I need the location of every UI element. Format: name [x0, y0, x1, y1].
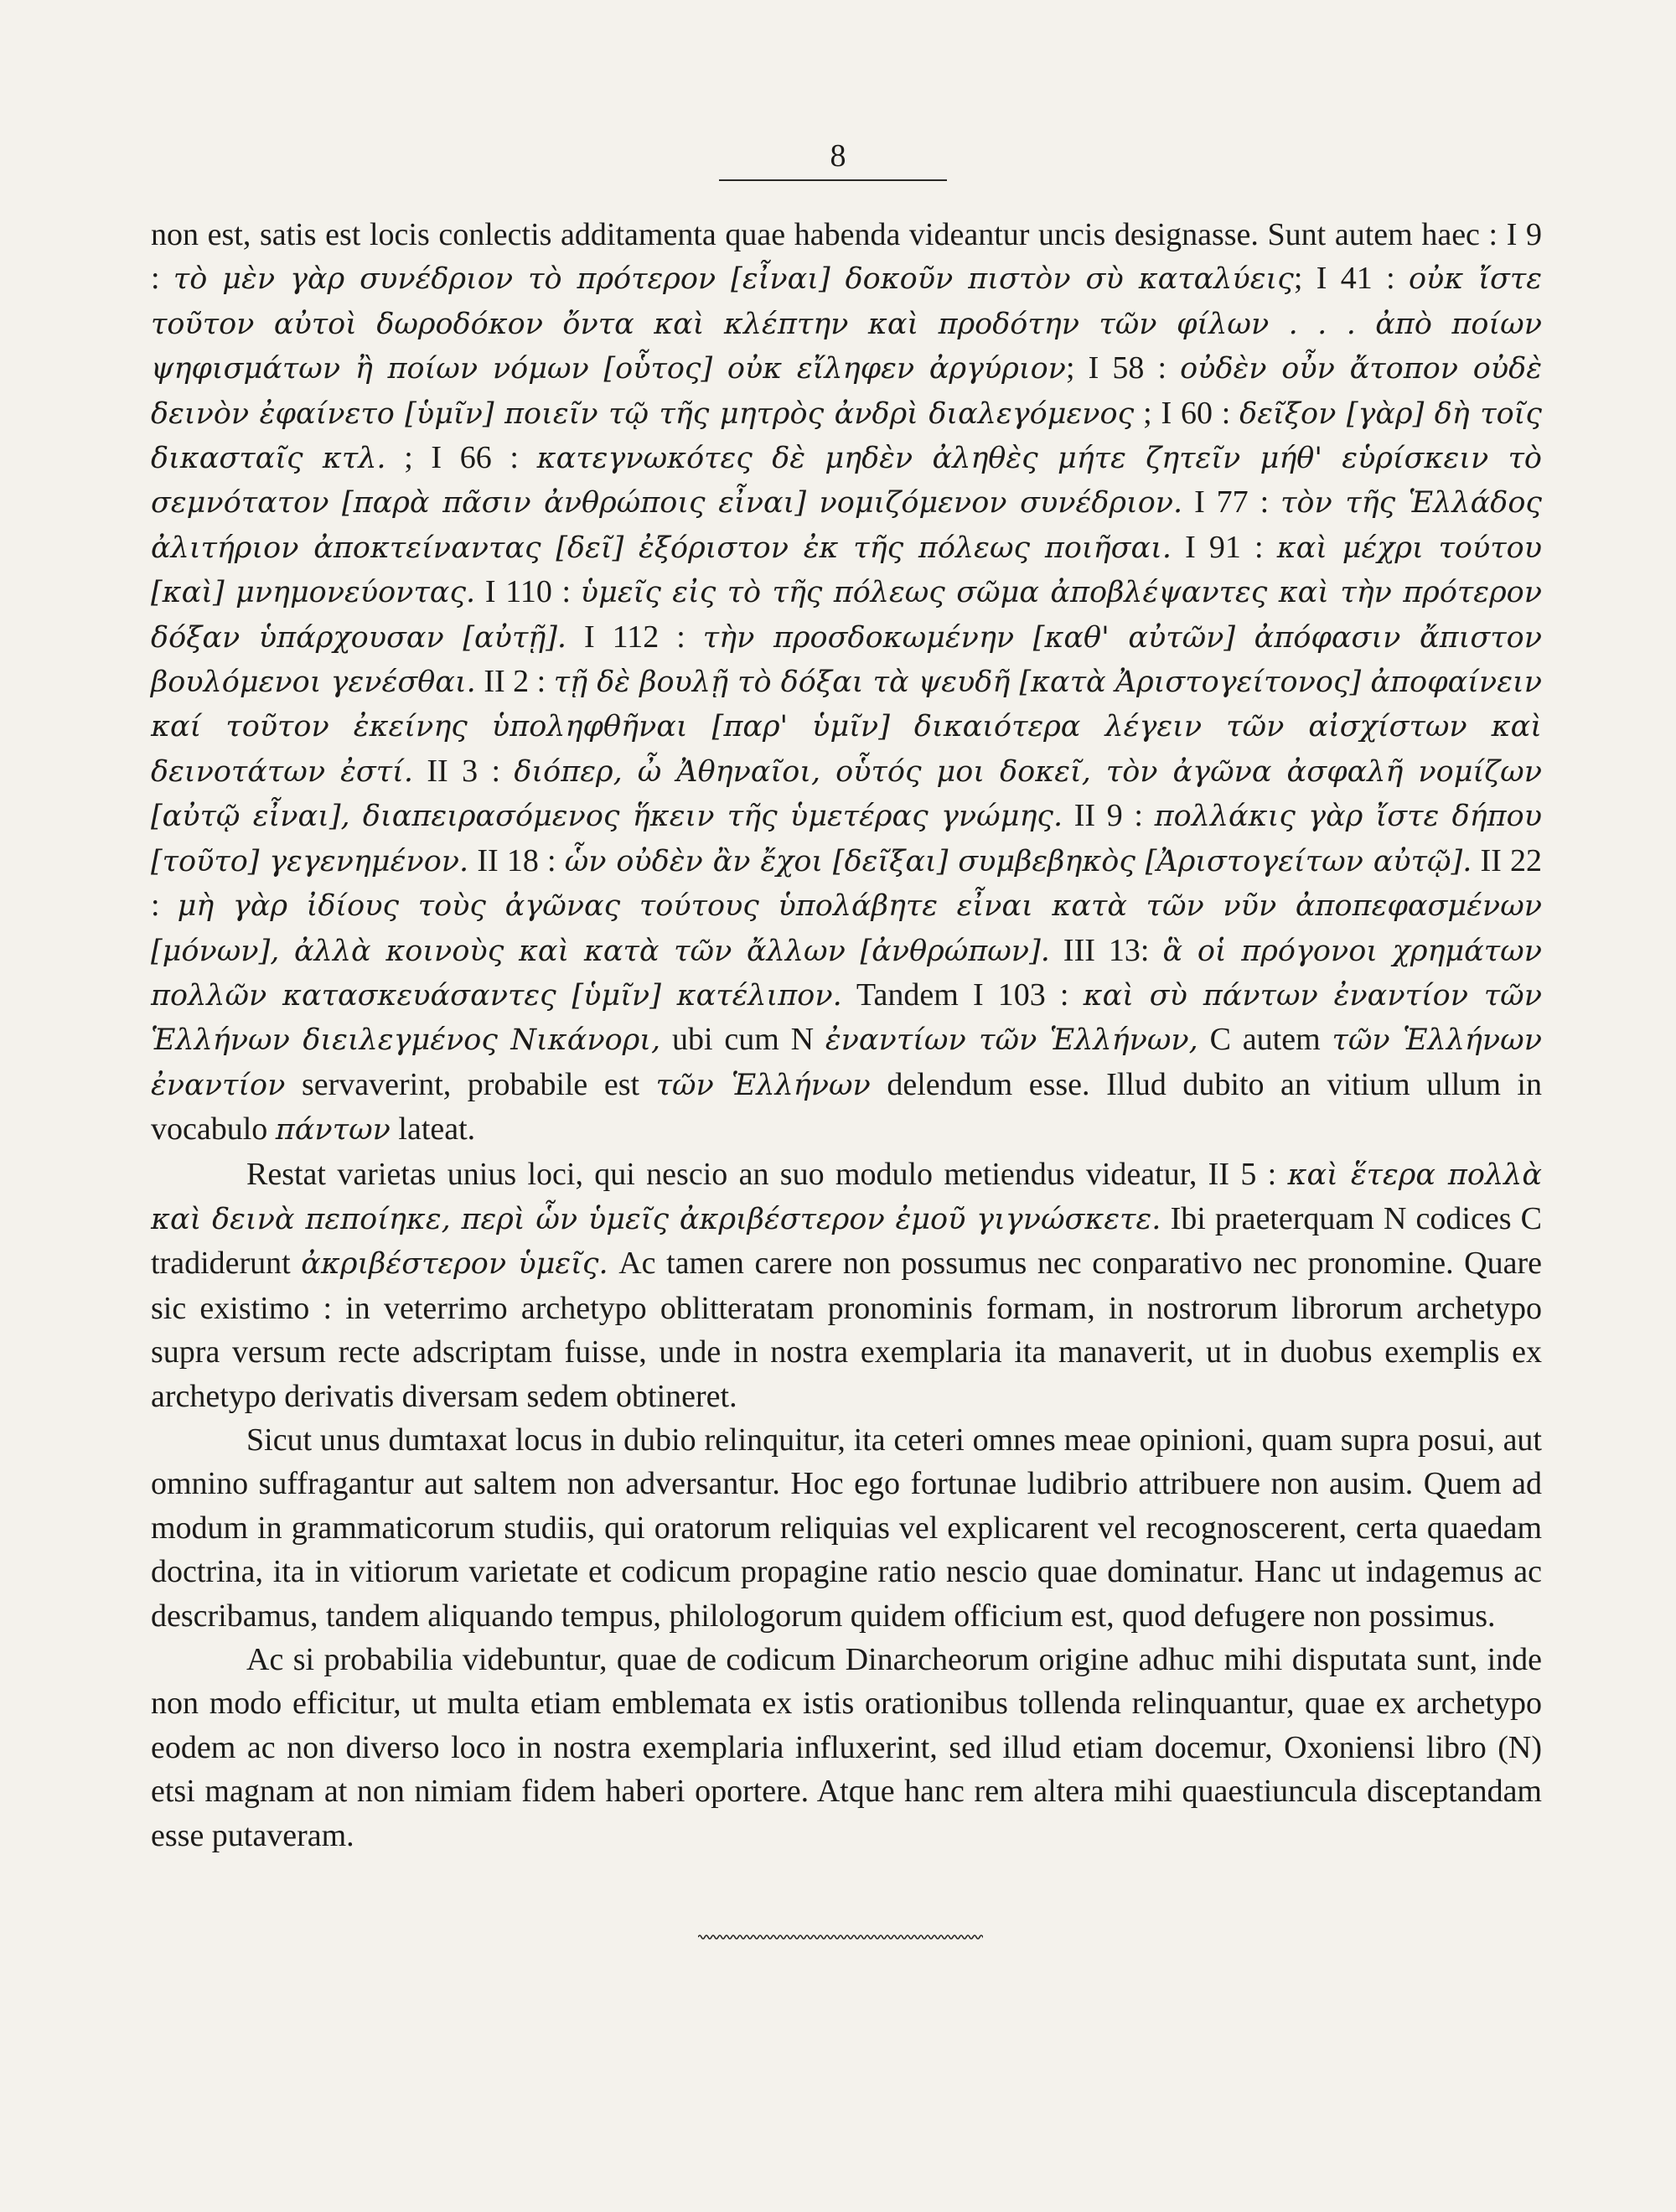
greek-quotation: τὴν προσδοκωμένην [καθ' αὐτῶν] ἀπόφασιν ἄπιστον βουλόμενοι γενέσθαι.	[151, 620, 1542, 700]
latin-text: Restat varietas unius loci, qui nescio an suo modulo metiendus videatur, II 5 :	[246, 1156, 1288, 1192]
greek-quotation: πάντων	[275, 1113, 391, 1147]
paragraph-1	[151, 213, 1542, 1153]
latin-text: ; I 66 :	[385, 440, 537, 476]
latin-text: II 3 :	[413, 753, 515, 789]
latin-text: C autem	[1198, 1022, 1332, 1058]
greek-quotation: τῶν Ἑλλήνων	[655, 1068, 871, 1102]
greek-quotation: δεῖξον [γὰρ] δὴ τοῖς δικασταῖς κτλ.	[151, 396, 1542, 476]
greek-quotation: μὴ γὰρ ἰδίους τοὺς ἀγῶνας τούτους ὑπολάβητε εἶναι κατὰ τῶν νῦν ἀποπεφασμένων [μόνων], ἀλλὰ κοινοὺς καὶ κατὰ τῶν ἄλλων [ἀνθρώπων].	[151, 889, 1543, 968]
end-wavy-rule	[698, 1933, 983, 1941]
page-number: 8	[830, 138, 846, 174]
latin-text: II 2 :	[475, 664, 554, 700]
greek-quotation: οὐδὲν οὖν ἄτοπον οὐδὲ δεινὸν ἐφαίνετο [ὑμῖν] ποιεῖν τῷ τῆς μητρὸς ἀνδρὶ διαλεγόμενος	[151, 352, 1543, 431]
paragraph-4	[151, 1638, 1542, 1857]
latin-text: Ac si probabilia videbuntur, quae de codicum Dinarcheorum origine adhuc mihi disputata sunt, inde non modo efficitur, ut multa etiam emblemata ex istis orationibus tollenda relinquantur, quae ex archetypo eodem ac non diverso loco in nostra exemplaria influxerint, sed illud etiam docemur, Oxoniensi libro (N) etsi magnam at non nimiam fidem haberi oportere. Atque hanc rem altera mihi quaestiuncula disceptandam esse putaveram.	[151, 1642, 1542, 1853]
greek-quotation: ἀκριβέστερον ὑμεῖς.	[301, 1247, 608, 1282]
latin-text: servaverint, probabile est	[285, 1066, 656, 1102]
latin-text: ; I 41 :	[1293, 261, 1409, 297]
body-text	[151, 213, 1542, 1857]
greek-quotation: πολλάκις γὰρ ἴστε δήπου [τοῦτο] γεγενημένον.	[151, 800, 1542, 878]
greek-quotation: ὑμεῖς εἰς τὸ τῆς πόλεως σῶμα ἀποβλέψαντες καὶ τὴν πρότερον δόξαν ὑπάρχουσαν [αὐτῇ].	[151, 576, 1542, 655]
greek-quotation: καὶ σὺ πάντων ἐναντίον τῶν Ἑλλήνων διειλεγμένος Νικάνορι,	[151, 978, 1542, 1058]
greek-quotation: διόπερ, ὦ Ἀθηναῖοι, οὗτός μοι δοκεῖ, τὸν ἀγῶνα ἀσφαλῆ νομίζων [αὐτῷ εἶναι], διαπειρασόμενος ἥκειν τῆς ὑμετέρας γνώμης.	[151, 754, 1542, 834]
greek-quotation: κατεγνωκότες δὲ μηδὲν ἀληθὲς μήτε ζητεῖν μήθ' εὑρίσκειν τὸ σεμνότατον [παρὰ πᾶσιν ἀνθρώποις εἶναι] νομιζόμενον συνέδριον.	[151, 442, 1542, 521]
greek-quotation: ἐναντίων τῶν Ἑλλήνων,	[825, 1023, 1198, 1058]
latin-text: Ac tamen carere non possumus nec conparativo nec pronomine. Quare sic existimo : in veterrimo archetypo oblitteratam pronominis formam, in nostrorum librorum archetypo supra versum recte adscriptam fuisse, unde in nostra exemplaria ita manaverit, ut in duobus exemplis ex archetypo derivatis diversam sedem obtineret.	[151, 1246, 1543, 1414]
greek-quotation: καὶ μέχρι τούτου [καὶ] μνημονεύοντας.	[151, 531, 1542, 610]
latin-text: III 13:	[1049, 932, 1163, 968]
latin-text: ubi cum N	[660, 1022, 825, 1058]
header-rule	[719, 179, 947, 181]
latin-text: Tandem I 103 :	[841, 976, 1084, 1013]
greek-quotation: τῇ δὲ βουλῇ τὸ δόξαι τὰ ψευδῆ [κατὰ Ἀριστογείτονος] ἀποφαίνειν καί τοῦτον ἐκείνης ὑποληφθῆναι [παρ' ὑμῖν] δικαιότερα λέγειν τῶν αἰσχίστων καὶ δεινοτάτων ἐστί.	[151, 666, 1542, 789]
latin-text: II 9 :	[1063, 798, 1155, 834]
greek-quotation: τὸ μὲν γὰρ συνέδριον τὸ πρότερον [εἶναι] δοκοῦν πιστὸν σὺ καταλύεις	[173, 262, 1294, 297]
paragraph-2	[151, 1153, 1542, 1418]
greek-quotation: τῶν Ἑλλήνων ἐναντίον	[151, 1023, 1542, 1102]
latin-text: non est, satis est locis conlectis additamenta quae habenda videantur uncis designasse. Sunt autem haec : I 9 :	[151, 217, 1542, 297]
greek-quotation: τὸν τῆς Ἑλλάδος ἀλιτήριον ἀποκτείναντας [δεῖ] ἐξόριστον ἐκ τῆς πόλεως ποιῆσαι.	[151, 486, 1542, 565]
latin-text: II 18 :	[468, 842, 565, 878]
latin-text: lateat.	[390, 1111, 476, 1147]
latin-text: I 91 :	[1172, 529, 1277, 565]
greek-quotation: οὐκ ἴστε τοῦτον αὐτοὶ δωροδόκον ὄντα καὶ κλέπτην καὶ προδότην τῶν φίλων . . . ἀπὸ ποίων ψηφισμάτων ἢ ποίων νόμων [οὗτος] οὐκ εἴληφεν ἀργύριον	[151, 262, 1542, 386]
latin-text: II 22 :	[151, 842, 1542, 924]
greek-quotation: καὶ ἕτερα πολλὰ καὶ δεινὰ πεποίηκε, περὶ ὧν ὑμεῖς ἀκριβέστερον ἐμοῦ γιγνώσκετε.	[151, 1158, 1542, 1236]
latin-text: I 112 :	[566, 619, 703, 655]
latin-text: Ibi praeterquam N codices C tradiderunt	[151, 1200, 1542, 1282]
greek-quotation: ἃ οἱ πρόγονοι χρημάτων πολλῶν κατασκευάσαντες [ὑμῖν] κατέλιπον.	[151, 934, 1542, 1013]
latin-text: Sicut unus dumtaxat locus in dubio relinquitur, ita ceteri omnes meae opinioni, quam supra posui, aut omnino suffragantur aut saltem non adversantur. Hoc ego fortunae ludibrio attribuere non ausim. Quem ad modum in grammaticorum studiis, qui oratorum reliquias vel explicarent vel recognoscerent, certa quaedam doctrina, ita in vitiorum varietate et codicum propagine ratio nescio quae dominatur. Hanc ut indagemus ac describamus, tandem aliquando tempus, philologorum quidem officium est, quod defugere non possimus.	[151, 1422, 1542, 1634]
latin-text: I 77 :	[1182, 484, 1281, 521]
greek-quotation: ὧν οὐδὲν ἂν ἔχοι [δεῖξαι] συμβεβηκὸς [Ἀριστογείτων αὐτῷ].	[564, 844, 1472, 878]
latin-text: ; I 58 :	[1065, 350, 1181, 386]
latin-text: delendum esse. Illud dubito an vitium ullum in vocabulo	[151, 1066, 1542, 1147]
latin-text: I 110 :	[475, 574, 581, 610]
latin-text: ; I 60 :	[1134, 395, 1240, 431]
paragraph-3	[151, 1418, 1542, 1638]
